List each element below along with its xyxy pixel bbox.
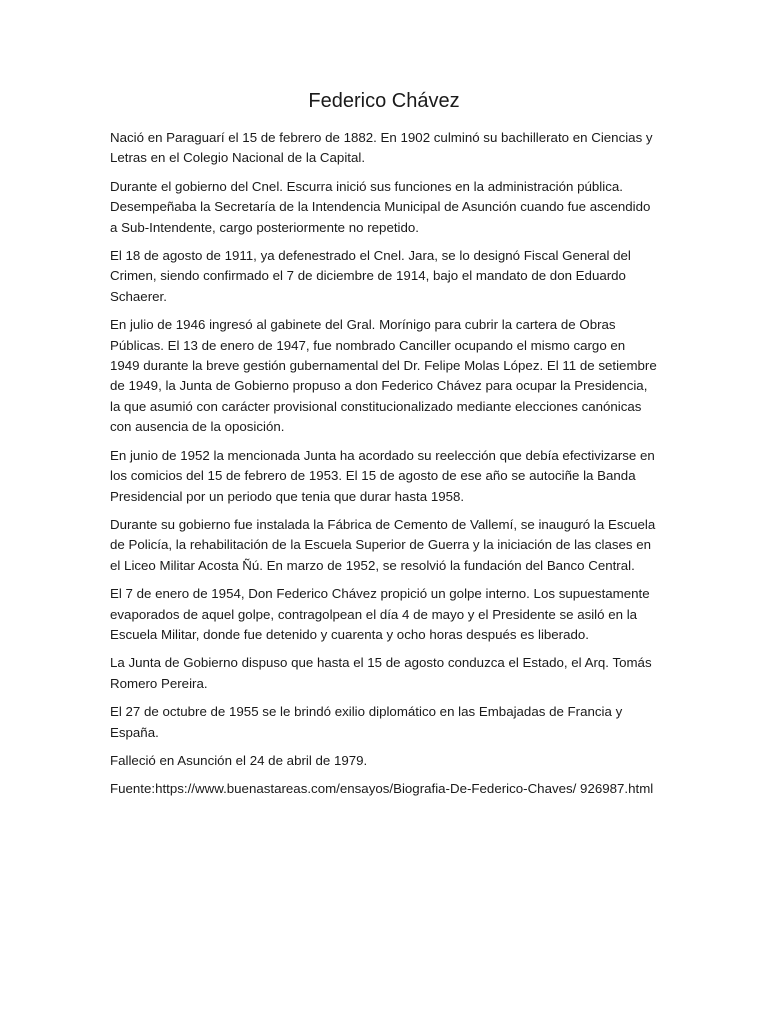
paragraph-death: Falleció en Asunción el 24 de abril de 1979. — [110, 752, 368, 768]
paragraph-exile: El 27 de octubre de 1955 se le brindó exilio diplomático en las Embajadas de Francia y España. — [110, 704, 623, 740]
paragraph-cabinet: En julio de 1946 ingresó al gabinete del Gral. Morínigo para cubrir la cartera de Obras Públicas. El 13 de enero de 1947, fue nombrado Canciller ocupando el mismo cargo en 1949 durante la breve gestión gubernamental del Dr. Felipe Molas López. El 11 de setiembre de 1949, la Junta de Gobierno propuso a don Federico Chávez para ocupar la Presidencia, la que asumió con carácter provisional constitucionalizado mediante elecciones canónicas con ausencia de la oposición. — [110, 317, 657, 435]
paragraph-fiscal: El 18 de agosto de 1911, ya defenestrado el Cnel. Jara, se lo designó Fiscal General del Crimen, siendo confirmado el 7 de diciembre de 1914, bajo el mandato de don Eduardo Schaerer. — [110, 248, 631, 304]
document-page — [110, 88, 658, 808]
paragraph-source: Fuente:https://www.buenastareas.com/ensayos/Biografia-De-Federico-Chaves/ 926987.html — [110, 781, 654, 797]
paragraph-junta: La Junta de Gobierno dispuso que hasta el 15 de agosto conduzca el Estado, el Arq. Tomás Romero Pereira. — [110, 655, 652, 691]
page-title: Federico Chávez — [308, 90, 460, 112]
paragraph-birth: Nació en Paraguarí el 15 de febrero de 1882. En 1902 culminó su bachillerato en Ciencias y Letras en el Colegio Nacional de la Capital. — [110, 130, 653, 166]
paragraph-coup: El 7 de enero de 1954, Don Federico Chávez propició un golpe interno. Los supuestamente evaporados de aquel golpe, contragolpean el día 4 de mayo y el Presidente se asiló en la Escuela Militar, donde fue detenido y cuarenta y ocho horas después es liberado. — [110, 586, 650, 642]
paragraph-government: Durante su gobierno fue instalada la Fábrica de Cemento de Vallemí, se inauguró la Escuela de Policía, la rehabilitación de la Escuela Superior de Guerra y la iniciación de las clases en el Liceo Militar Acosta Ñú. En marzo de 1952, se resolvió la fundación del Banco Central. — [110, 516, 656, 573]
paragraph-reelection: En junio de 1952 la mencionada Junta ha acordado su reelección que debía efectivizarse en los comicios del 15 de febrero de 1953. El 15 de agosto de ese año se autociñe la Banda Presidencial por un periodo que tenia que durar hasta 1958. — [110, 447, 655, 504]
paragraph-early-career: Durante el gobierno del Cnel. Escurra inició sus funciones en la administración pública. Desempeñaba la Secretaría de la Intendencia Municipal de Asunción cuando fue ascendido a Sub-Intendente, cargo posteriormente no repetido. — [110, 178, 651, 235]
